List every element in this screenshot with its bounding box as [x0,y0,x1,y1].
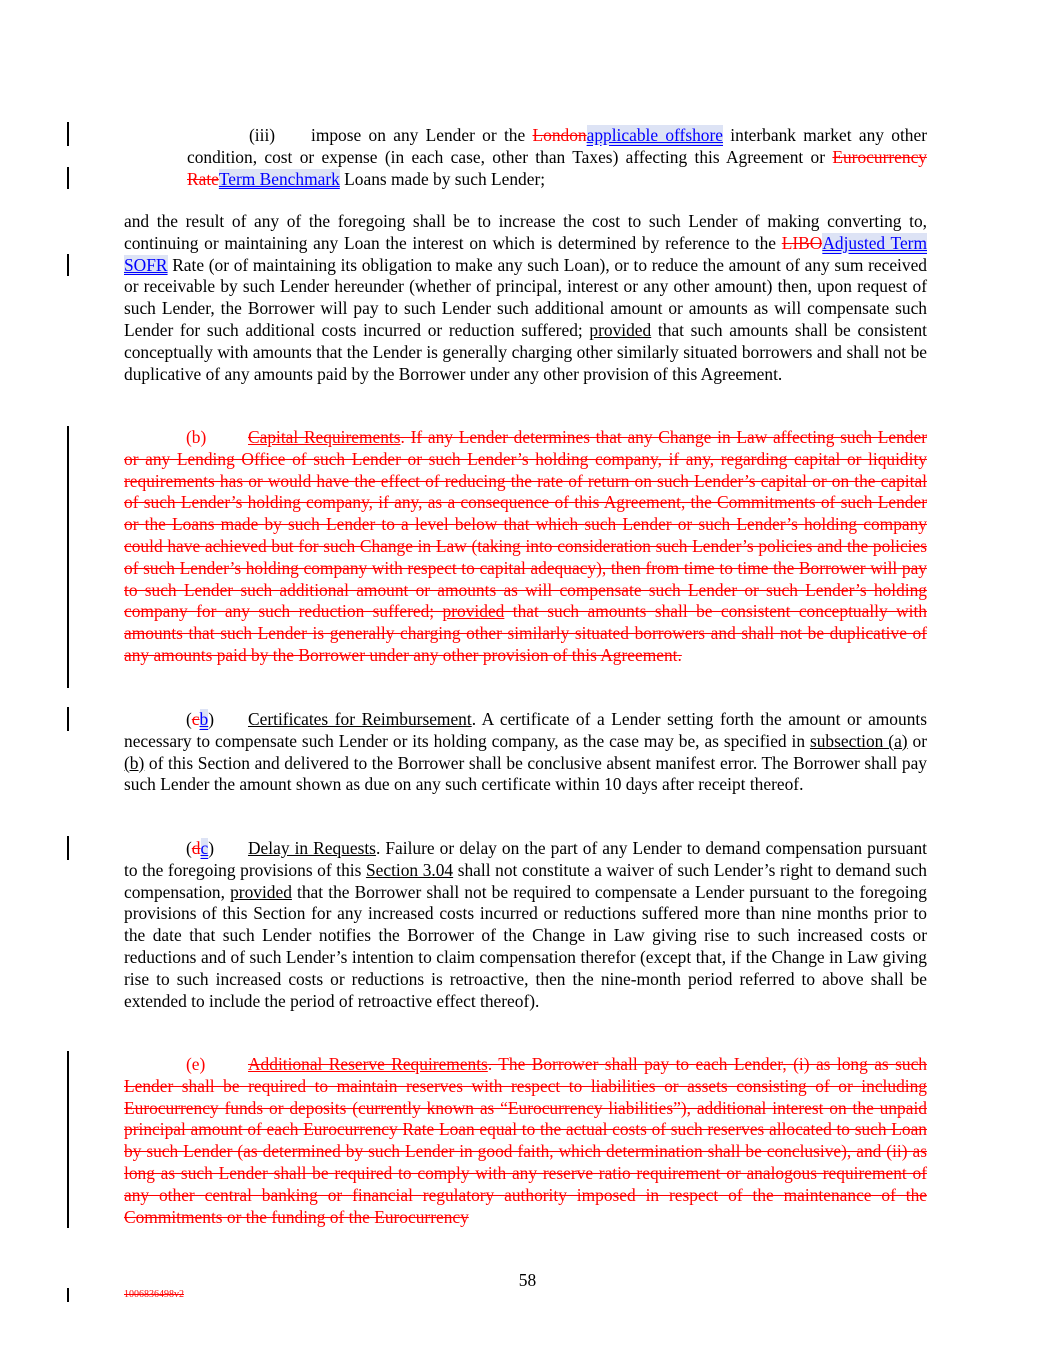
change-bar [67,1051,69,1228]
paren-close: ) [208,709,215,729]
section-text: of this Section and delivered to the Borrower shall be conclusive absent manifest error. The Borrower shall pay such Lender the amount shown as due on any such certificate within 10 days after receipt thereof. [124,752,927,795]
inserted-text: Adjusted Term SOFR [124,232,927,275]
section-text: . A certificate of a Lender setting forth the amount or amounts necessary to compensate such Lender or its holding company, as the case may be, as specified in [124,709,927,751]
inserted-text: Term Benchmark [218,168,340,189]
section-number [186,709,248,731]
underlined-term: provided [589,319,652,340]
clause-text: interbank market any other condition, cost or expense (in each case, other than Taxes) affecting this Agreement or [187,125,927,167]
section-certificates [124,709,927,796]
cross-reference: subsection (a) [809,730,908,751]
change-bar [67,836,69,860]
change-bar [67,426,69,688]
section-number: (e) [186,1054,206,1074]
paren-open: ( [186,709,192,729]
paragraph-text: and the result of any of the foregoing shall be to increase the cost to such Lender of making converting to, continuing or maintaining any Loan the interest on which is determined by reference to the [124,211,927,253]
paragraph-text: that such amounts shall be consistent conceptually with amounts that the Lender is generally charging other similarly situated borrowers and shall not be duplicative of any amounts paid by the Borrower under any other provision of this Agreement. [124,319,927,384]
change-bar [67,122,69,146]
section-text: that such amounts shall be consistent conceptually with amounts that such Lender is generally charging other similarly situated borrowers and shall not be duplicative of any amounts paid by the Borrower under any other provision of this Agreement. [124,601,927,665]
inserted-text: c [200,838,209,858]
deleted-text: c [191,709,200,729]
clause-iii [187,125,927,190]
clause-text: impose on any Lender or the [311,125,533,145]
deleted-section-e [124,1054,927,1228]
section-text: or [907,730,927,751]
change-bar [67,707,69,731]
paren-close: ) [208,838,215,858]
section-number: (b) [186,427,207,447]
inserted-text: applicable offshore [586,125,723,145]
deleted-text: Eurocurrency Rate [187,146,927,189]
document-id: 1006836498v2 [124,1289,184,1300]
paren-open: ( [186,838,192,858]
cross-reference: Section 3.04 [365,859,454,880]
section-heading: Delay in Requests [248,838,376,858]
inserted-text: b [199,709,209,729]
section-text: . The Borrower shall pay to each Lender, (i) as long as such Lender shall be required to maintain reserves with respect to liabilities or assets consisting of or including Eurocurrency funds or deposits (currently known as “Eurocurrency liabilities”), additional interest on the unpaid principal amount of each Eurocurrency Rate Loan equal to the actual costs of such reserves allocated to such Loan by such Lender (as determined by such Lender in good faith, which determination shall be conclusive), and (ii) as long as such Lender shall be required to comply with any reserve ratio requirement or analogous requirement of any other central banking or financial regulatory authority imposed in respect of the maintenance of the Commitments or the funding of the Eurocurrency [124,1054,927,1227]
result-paragraph [124,211,927,385]
change-bar [67,254,69,276]
section-delay [124,838,927,1012]
section-text: . Failure or delay on the part of any Lender to demand compensation pursuant to the foregoing provisions of this [124,838,927,880]
section-heading: Additional Reserve Requirements [248,1054,488,1074]
underlined-term: provided [230,881,292,902]
clause-text: Loans made by such Lender; [339,168,546,189]
deleted-text: London [532,125,587,145]
paragraph-text: Rate (or of maintaining its obligation to make any such Loan), or to reduce the amount of any sum received or receivable by such Lender hereunder (whether of principal, interest or any other amount) then, upon request of such Lender, the Borrower will pay to such Lender such additional amount or amounts as will compensate such Lender for such additional costs incurred or reduction suffered; [124,254,927,340]
cross-reference: (b) [124,752,145,773]
section-heading: Capital Requirements [248,427,401,447]
deleted-text: LIBO [781,232,823,253]
section-number [186,838,248,860]
section-text: that the Borrower shall not be required to compensate a Lender pursuant to the foregoing provisions of this Section for any increased costs incurred or reductions suffered more than nine months prior to the date that such Lender notifies the Borrower of the Change in Law giving rise to such increased costs or reductions and of such Lender’s intention to claim compensation therefor (except that, if the Change in Law giving rise to such increased costs or reductions is retroactive, then the nine-month period referred to above shall be extended to include the period of retroactive effect thereof). [124,881,927,1011]
section-text: shall not constitute a waiver of such Lender’s right to demand such compensation, [124,859,927,902]
deleted-section-b [124,427,927,667]
deleted-text: d [191,838,201,858]
section-text: . If any Lender determines that any Change in Law affecting such Lender or any Lending Office of such Lender or such Lender’s holding company, if any, regarding capital or liquidity requirements has or would have the effect of reducing the rate of return on such Lender’s capital or on the capital of such Lender’s holding company, if any, as a consequence of this Agreement, the Commitments of such Lender or the Loans made by such Lender to a level below that which such Lender or such Lender’s holding company could have achieved but for such Change in Law (taking into consideration such Lender’s policies and the policies of such Lender’s holding company with respect to capital adequacy), then from time to time the Borrower will pay to such Lender such additional amount or amounts as will compensate such Lender or such Lender’s holding company for any such reduction suffered; [124,427,927,622]
change-bar [67,167,69,189]
clause-number: (iii) [249,125,276,145]
page-number: 58 [518,1270,537,1290]
underlined-term: provided [442,601,505,622]
section-heading: Certificates for Reimbursement [248,709,472,729]
